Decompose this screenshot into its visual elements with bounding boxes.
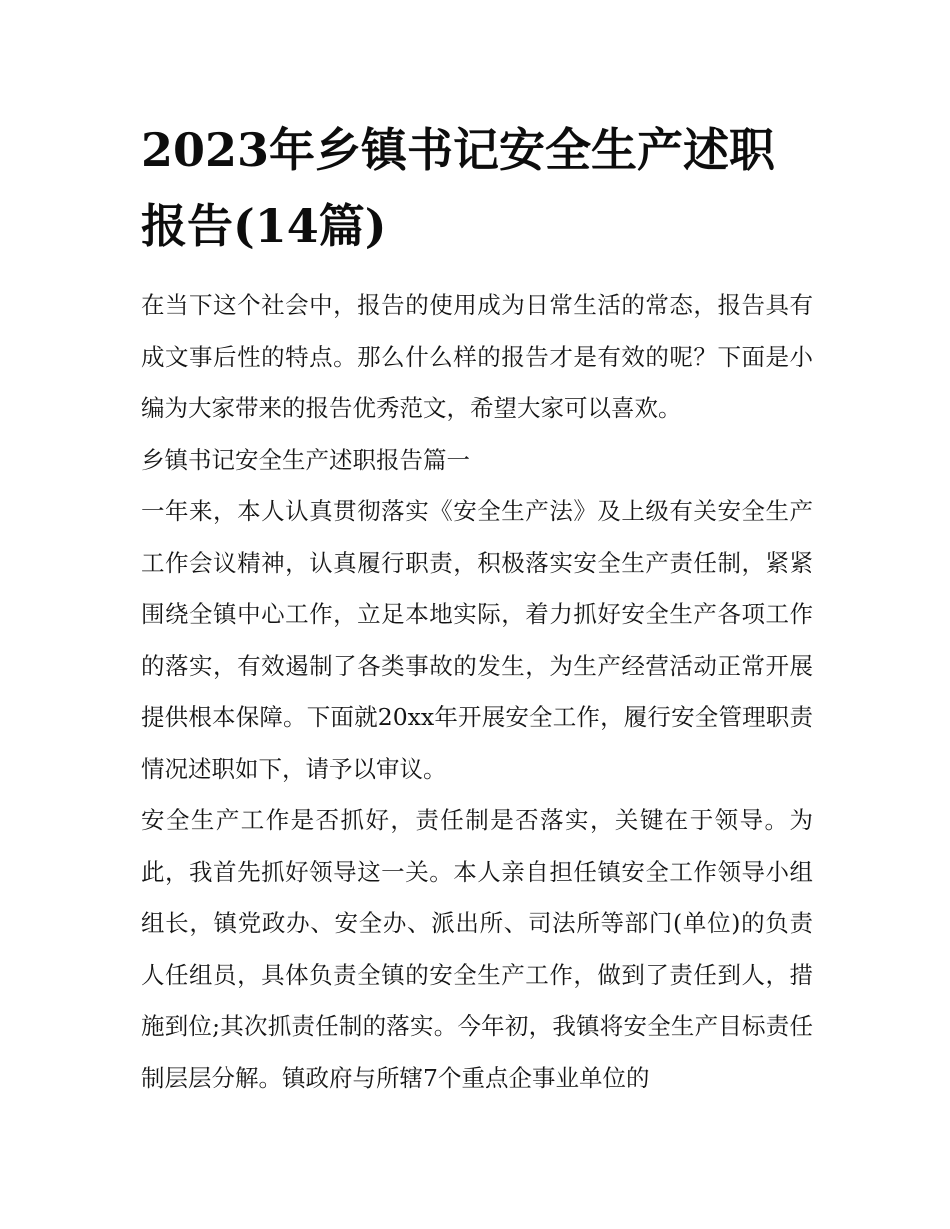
body-paragraph: 安全生产工作是否抓好，责任制是否落实，关键在于领导。为此，我首先抓好领导这一关。本人亲自担任镇安全工作领导小组组长，镇党政办、安全办、派出所、司法所等部门(单位)的负责人任组员，具体负责全镇的安全生产工作，做到了责任到人，措施到位;其次抓责任制的落实。今年初，我镇将安全生产目标责任制层层分解。镇政府与所辖7个重点企事业单位的 — [141, 806, 813, 1092]
section-heading: 乡镇书记安全生产述职报告篇一 — [141, 445, 470, 474]
body-paragraph: 一年来，本人认真贯彻落实《安全生产法》及上级有关安全生产工作会议精神，认真履行职责，积极落实安全生产责任制，紧紧围绕全镇中心工作，立足本地实际，着力抓好安全生产各项工作的落实，有效遏制了各类事故的发生，为生产经营活动正常开展提供根本保障。下面就20xx年开展安全工作，履行安全管理职责情况述职如下，请予以审议。 — [141, 497, 813, 783]
document-body — [141, 112, 813, 1104]
intro-paragraph: 在当下这个社会中，报告的使用成为日常生活的常态，报告具有成文事后性的特点。那么什么样的报告才是有效的呢？下面是小编为大家带来的报告优秀范文，希望大家可以喜欢。 — [141, 291, 813, 422]
document-title: 2023年乡镇书记安全生产述职报告(14篇) — [141, 123, 776, 253]
